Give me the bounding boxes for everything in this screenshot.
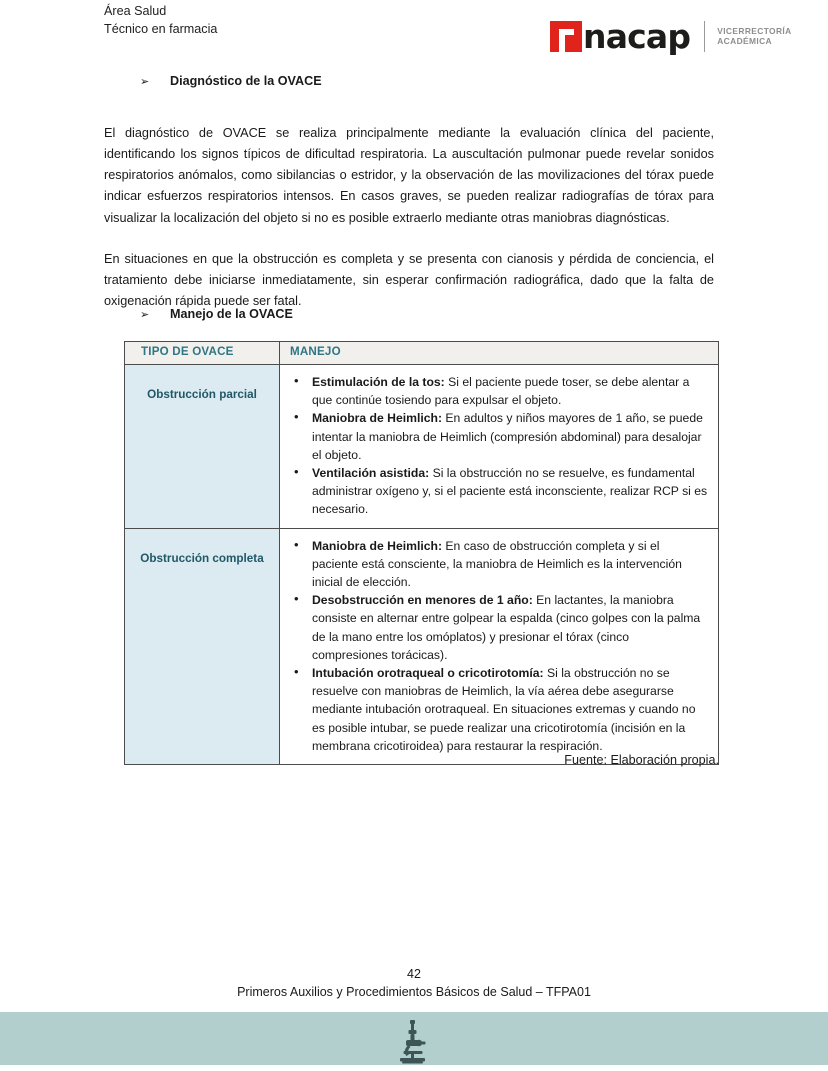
list-item-term: Maniobra de Heimlich:: [312, 538, 443, 553]
list-item: [312, 373, 708, 409]
page-number: 42: [407, 967, 421, 981]
list-item-text: Si el paciente puede toser, se debe alentar a que continúe tosiendo para expulsar el objeto.: [312, 375, 690, 408]
logo-subtitle-line1: VICERRECTORÍA: [717, 26, 792, 36]
inacap-logo: [550, 17, 792, 55]
list-item-term: Desobstrucción en menores de 1 año:: [312, 593, 533, 608]
paragraph-diagnostico: El diagnóstico de OVACE se realiza principalmente mediante la evaluación clínica del paciente, identificando los signos típicos de dificultad respiratoria. La auscultación pulmonar puede revelar sonidos respiratorios anómalos, como sibilancias o estridor, y la observación de las movilizaciones del tórax puede indicar esfuerzos respiratorios intensos. En casos graves, se pueden realizar radiografías de tórax para visualizar la localización del objeto si no es posible extraerlo mediante otras maniobras diagnósticas.: [104, 125, 714, 225]
header-program-line: Técnico en farmacia: [104, 22, 218, 36]
table-header-manejo-label: MANEJO: [290, 345, 341, 358]
list-item-text: Si la obstrucción no se resuelve con maniobras de Heimlich, la vía aérea debe asegurarse mediante intubación orotraqueal. En situaciones extremas y cuando no es posible intubar, se puede realizar una cricotirotomía (incisión en la membrana cricotiroidea) para restaurar la respiración.: [312, 666, 696, 753]
table-header-tipo-label: TIPO DE OVACE: [141, 345, 234, 358]
heading-manejo-ovace: [140, 307, 293, 321]
logo-divider: [704, 21, 705, 52]
table-source-note: Fuente: Elaboración propia.: [564, 753, 719, 767]
inacap-logo-mark-icon: [550, 21, 582, 52]
table-cell-manejo: [280, 365, 719, 529]
table-cell-tipo: [125, 528, 280, 764]
table-header-row: [125, 342, 719, 365]
list-item: [312, 591, 708, 664]
list-item: [312, 664, 708, 755]
footer-bottom-strip: [0, 1065, 828, 1071]
document-header: [104, 0, 804, 62]
list-item-term: Maniobra de Heimlich:: [312, 411, 443, 426]
footer-course-title: Primeros Auxilios y Procedimientos Básicos de Salud – TFPA01: [237, 985, 591, 999]
list-item-text: En adultos y niños mayores de 1 año, se puede intentar la maniobra de Heimlich (compresión abdominal) para desalojar el objeto.: [312, 411, 703, 462]
table-header-tipo: [125, 342, 280, 365]
logo-subtitle-line2: ACADÉMICA: [717, 36, 772, 46]
paragraph-obstruccion-completa: En situaciones en que la obstrucción es completa y se presenta con cianosis y pérdida de conciencia, el tratamiento debe iniciarse inmediatamente, sin esperar confirmación radiográfica, dado que la falta de oxigenación rápida puede ser fatal.: [104, 251, 714, 309]
inacap-wordmark: nacap: [583, 16, 691, 56]
table-body: [125, 365, 719, 765]
manejo-list: [290, 373, 708, 519]
table-head: [125, 342, 719, 365]
list-item-text: En lactantes, la maniobra consiste en alternar entre golpear la espalda (cinco golpes con la palma de la mano entre los omóplatos) y presionar el tórax (cinco compresiones torácicas).: [312, 593, 701, 662]
header-department: [104, 2, 217, 38]
table-cell-tipo: [125, 365, 280, 529]
manejo-list: [290, 537, 708, 755]
table-cell-manejo: [280, 528, 719, 764]
table-row: [125, 365, 719, 529]
list-item-term: Intubación orotraqueal o cricotirotomía:: [312, 666, 544, 681]
table-header-manejo: [280, 342, 719, 365]
logo-subtitle: [717, 26, 791, 46]
heading-diagnostico-ovace: [140, 74, 322, 88]
arrow-bullet-icon: ➢: [140, 76, 150, 88]
tipo-label: Obstrucción parcial: [147, 388, 257, 401]
heading-manejo-label: Manejo de la OVACE: [170, 307, 293, 321]
list-item-term: Ventilación asistida:: [312, 466, 430, 481]
tipo-label: Obstrucción completa: [140, 551, 264, 565]
list-item: [312, 464, 708, 519]
list-item-text: En caso de obstrucción completa y si el paciente está consciente, la maniobra de Heimlich es la intervención inicial de elección.: [312, 538, 682, 590]
heading-diagnostico-label: Diagnóstico de la OVACE: [170, 74, 322, 88]
list-item-term: Estimulación de la tos:: [312, 375, 445, 389]
header-area-line: Área Salud: [104, 4, 167, 18]
list-item-text: Si la obstrucción no se resuelve, es fundamental administrar oxígeno y, si el paciente está inconsciente, realizar RCP si es necesario.: [312, 466, 708, 517]
microscope-icon: [392, 1018, 436, 1064]
list-item: [312, 537, 708, 592]
arrow-bullet-icon: ➢: [140, 309, 150, 321]
ovace-management-table: [124, 341, 719, 765]
list-item: [312, 409, 708, 464]
table-row: [125, 528, 719, 764]
